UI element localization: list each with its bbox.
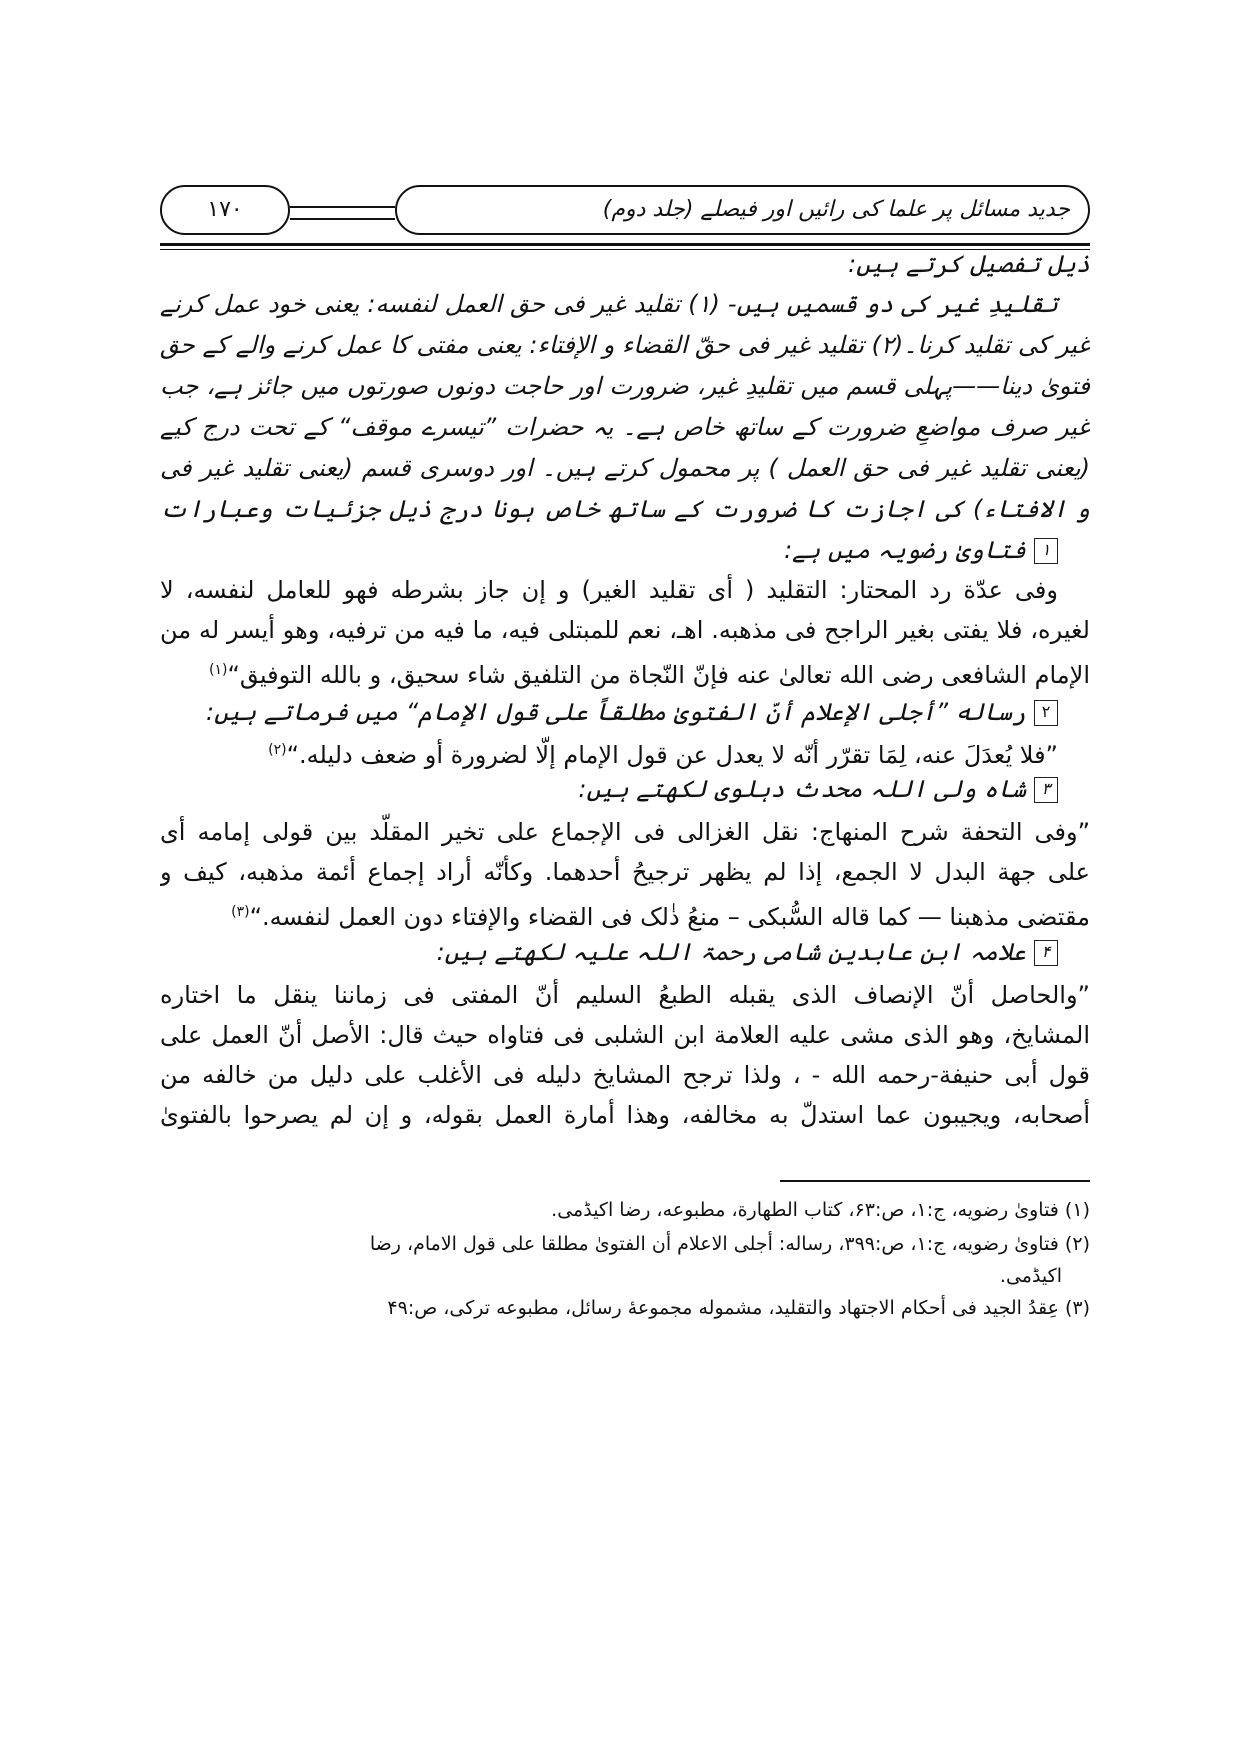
heading-text: رساله ”أجلی الإعلام أنّ الفتویٰ مطلقاً علی قول الإمام“ میں فرماتے ہیں: bbox=[206, 698, 1026, 726]
heading-line bbox=[160, 530, 1090, 570]
running-header-title: جدید مسائل پر علما کی رائیں اور فیصلے (جلد دوم) bbox=[395, 185, 1090, 235]
heading-line bbox=[160, 692, 1090, 732]
heading-line bbox=[160, 932, 1090, 972]
item-marker: ۲ bbox=[1034, 700, 1058, 726]
text-line: تقلیدِ غیر کی دو قسمیں ہیں- (۱) تقلید غیر فی حق العمل لنفسه: یعنی خود عمل کرنے bbox=[160, 290, 1059, 318]
heading-line bbox=[160, 769, 1090, 809]
quote-line: أصحابه، ویجیبون عما استدلّ به مخالفه، وهذا أمارة العمل بقوله، و إن لم یصرحوا بالفتویٰ bbox=[160, 1101, 1090, 1129]
footnote: (۱) فتاویٰ رضویه، ج:۱، ص:۶۳، کتاب الطهارة، مطبوعه، رضا اکیڈمی. bbox=[551, 1199, 1090, 1221]
quote-text: ”فلا یُعدَلَ عنه، لِمَا تقرّر أنّه لا یعدل عن قول الإمام إلّا لضرورة أو ضعف دلیله.“ bbox=[286, 741, 1058, 769]
quote-line bbox=[160, 892, 1090, 937]
item-marker: ۴ bbox=[1034, 940, 1058, 966]
quote-line: وفی عدّة رد المحتار: التقلید ( أی تقلید الغیر) و إن جاز بشرطه فهو للعامل لنفسه، لا bbox=[160, 576, 1058, 604]
quote-text: الإمام الشافعی رضی الله تعالیٰ عنه فإنّ النّجاة من التلفیق شاء سحیق، و بالله التوفیق“ bbox=[227, 661, 1090, 689]
quote-line: ”والحاصل أنّ الإنصاف الذی یقبله الطبعُ السلیم أنّ المفتی فی زماننا ینقل ما اختاره bbox=[160, 981, 1090, 1009]
text-line: فتویٰ دینا——پہلی قسم میں تقلیدِ غیر، ضرورت اور حاجت دونوں صورتوں میں جائز ہے، جب bbox=[160, 372, 1090, 400]
text-line: و الافتاء) کی اجازت کا ضرورت کے ساتھ خاص ہونا درج ذیل جزئیات وعبارات bbox=[160, 495, 1090, 523]
footnote-continuation: اکیڈمی. bbox=[999, 1265, 1062, 1287]
text-line: غیر کی تقلید کرنا۔(۲) تقلید غیر فی حقّ القضاء و الإفتاء: یعنی مفتی کا عمل کرنے والے کے حق bbox=[160, 331, 1090, 359]
quote-line: علی جهة البدل لا الجمع، إذا لم یظهر ترجیحُ أحدهما. وکأنّه أراد إجماع أئمة مذهبه، کیف و bbox=[160, 858, 1090, 886]
heading-text: فتاویٰ رضویہ میں ہے: bbox=[784, 536, 1026, 564]
header-connector bbox=[290, 206, 395, 220]
heading-text: شاہ ولی اللہ محدث دہلوی لکھتے ہیں: bbox=[578, 775, 1026, 803]
item-marker: ۳ bbox=[1034, 777, 1058, 803]
item-marker: ۱ bbox=[1034, 538, 1058, 564]
footnote-ref[interactable]: (۱) bbox=[208, 662, 228, 678]
quote-line: لغیره، فلا یفتی بغیر الراجح فی مذهبه. اهـ، نعم للمبتلی فیه، ما فیه من ترفیه، وهو أیسر له من bbox=[160, 616, 1090, 644]
footnote-ref[interactable]: (۲) bbox=[268, 742, 287, 758]
footnote: (۳) عِقدُ الجید فی أحکام الاجتهاد والتقلید، مشموله مجموعهٔ رسائل، مطبوعه ترکی، ص:۴۹ bbox=[387, 1297, 1090, 1319]
quote-line: المشایخ، وهو الذی مشی علیه العلامة ابن الشلبی فی فتاواه حیث قال: الأصل أنّ العمل علی bbox=[160, 1021, 1090, 1049]
footnote-separator bbox=[780, 1180, 1090, 1182]
quote-line: ”وفی التحفة شرح المنهاج: نقل الغزالی فی الإجماع علی تخیر المقلّد بین قولی إمامه أی bbox=[160, 818, 1090, 846]
quote-line bbox=[160, 650, 1090, 695]
footnote: (۲) فتاویٰ رضویه، ج:۱، ص:۳۹۹، رساله: أجلی الاعلام أن الفتویٰ مطلقا علی قول الامام، رضا bbox=[369, 1233, 1090, 1255]
heading-text: علامہ ابن عابدین شامی رحمۃ اللہ علیہ لکھتے ہیں: bbox=[436, 938, 1026, 966]
quote-line: قول أبی حنیفة-رحمه الله - ، ولذا ترجح المشایخ دلیله فی الأغلب علی دلیل من خالفه من bbox=[160, 1061, 1090, 1089]
footnote-ref[interactable]: (۳) bbox=[231, 904, 250, 920]
text-line: (یعنی تقلید غیر فی حق العمل ) پر محمول کرتے ہیں۔ اور دوسری قسم (یعنی تقلید غیر فی bbox=[160, 454, 1090, 482]
page-number: ۱۷۰ bbox=[160, 185, 290, 235]
text-line: غیر صرف مواضعِ ضرورت کے ساتھ خاص ہے۔ یہ حضرات ”تیسرے موقف“ کے تحت درج کیے bbox=[160, 413, 1090, 441]
text-line: ذیل تفصیل کرتے ہیں: bbox=[848, 250, 1090, 278]
quote-text: مقتضی مذهبنا — کما قاله السُّبکی – منعُ ذٰلک فی القضاء والإفتاء دون العمل لنفسه.“ bbox=[249, 903, 1090, 931]
